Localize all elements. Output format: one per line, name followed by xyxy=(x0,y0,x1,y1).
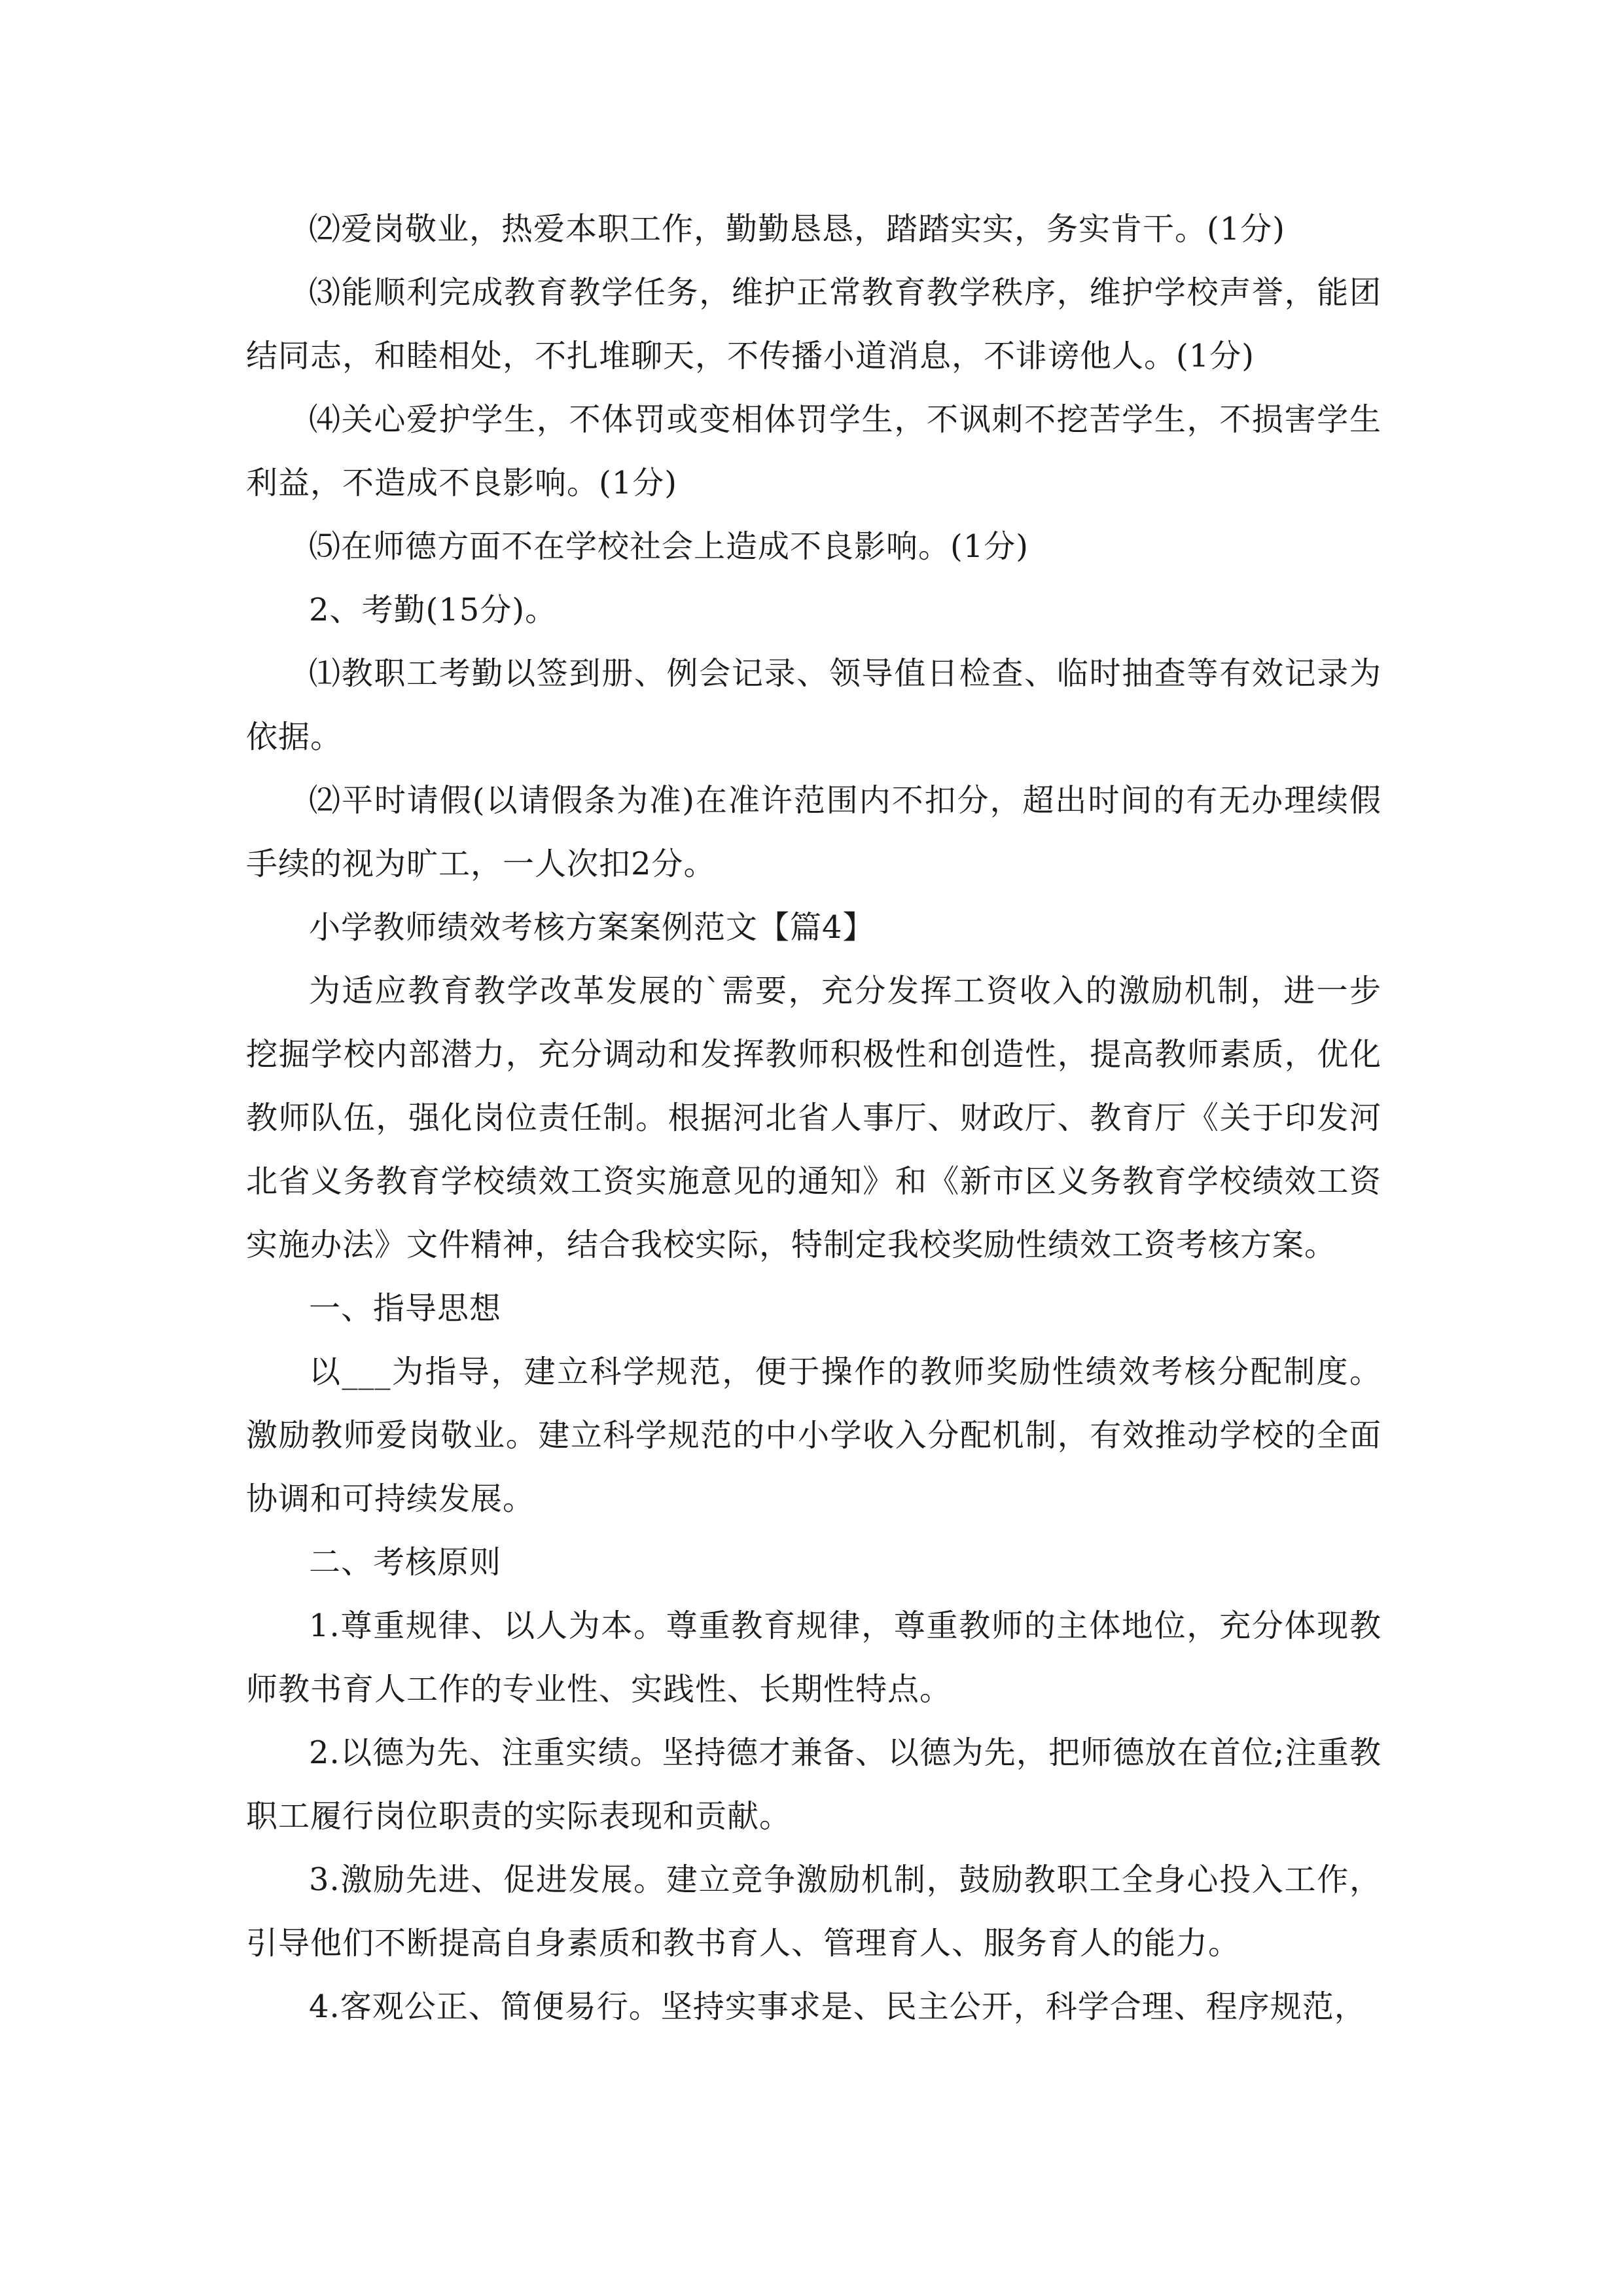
section-heading: 二、考核原则 xyxy=(309,1544,502,1581)
paragraph: 1.尊重规律、以人为本。尊重教育规律，尊重教师的主体地位，充分体现教师教书育人工作的专业性、实践性、长期性特点。 xyxy=(246,1607,1382,1708)
paragraph: 以___为指导，建立科学规范，便于操作的教师奖励性绩效考核分配制度。激励教师爱岗敬业。建立科学规范的中小学收入分配机制，有效推动学校的全面协调和可持续发展。 xyxy=(246,1354,1382,1517)
article-heading: 小学教师绩效考核方案案例范文【篇4】 xyxy=(309,909,875,946)
document-body xyxy=(246,198,1382,2039)
paragraph: 3.激励先进、促进发展。建立竞争激励机制，鼓励教职工全身心投入工作，引导他们不断提高自身素质和教书育人、管理育人、服务育人的能力。 xyxy=(246,1861,1382,1962)
paragraph: 2.以德为先、注重实绩。坚持德才兼备、以德为先，把师德放在首位;注重教职工履行岗位职责的实际表现和贡献。 xyxy=(246,1734,1382,1835)
paragraph: ⑴教职工考勤以签到册、例会记录、领导值日检查、临时抽查等有效记录为依据。 xyxy=(246,655,1382,755)
paragraph: ⑵爱岗敬业，热爱本职工作，勤勤恳恳，踏踏实实，务实肯干。(1分) xyxy=(309,211,1285,247)
paragraph: ⑸在师德方面不在学校社会上造成不良影响。(1分) xyxy=(309,528,1029,565)
paragraph: ⑶能顺利完成教育教学任务，维护正常教育教学秩序，维护学校声誉，能团结同志，和睦相处，不扎堆聊天，不传播小道消息，不诽谤他人。(1分) xyxy=(246,274,1382,374)
paragraph: 为适应教育教学改革发展的`需要，充分发挥工资收入的激励机制，进一步挖掘学校内部潜力，充分调动和发挥教师积极性和创造性，提高教师素质，优化教师队伍，强化岗位责任制。根据河北省人事厅、财政厅、教育厅《关于印发河北省义务教育学校绩效工资实施意见的通知》和《新市区义务教育学校绩效工资实施办法》文件精神，结合我校实际，特制定我校奖励性绩效工资考核方案。 xyxy=(246,973,1382,1263)
paragraph: 4.客观公正、简便易行。坚持实事求是、民主公开，科学合理、程序规范， xyxy=(309,1988,1366,2025)
section-heading: 一、指导思想 xyxy=(309,1290,502,1327)
section-item: 2、考勤(15分)。 xyxy=(309,592,558,628)
paragraph: ⑷关心爱护学生，不体罚或变相体罚学生，不讽刺不挖苦学生，不损害学生利益，不造成不良影响。(1分) xyxy=(246,401,1382,501)
paragraph: ⑵平时请假(以请假条为准)在准许范围内不扣分，超出时间的有无办理续假手续的视为旷工，一人次扣2分。 xyxy=(246,782,1382,882)
